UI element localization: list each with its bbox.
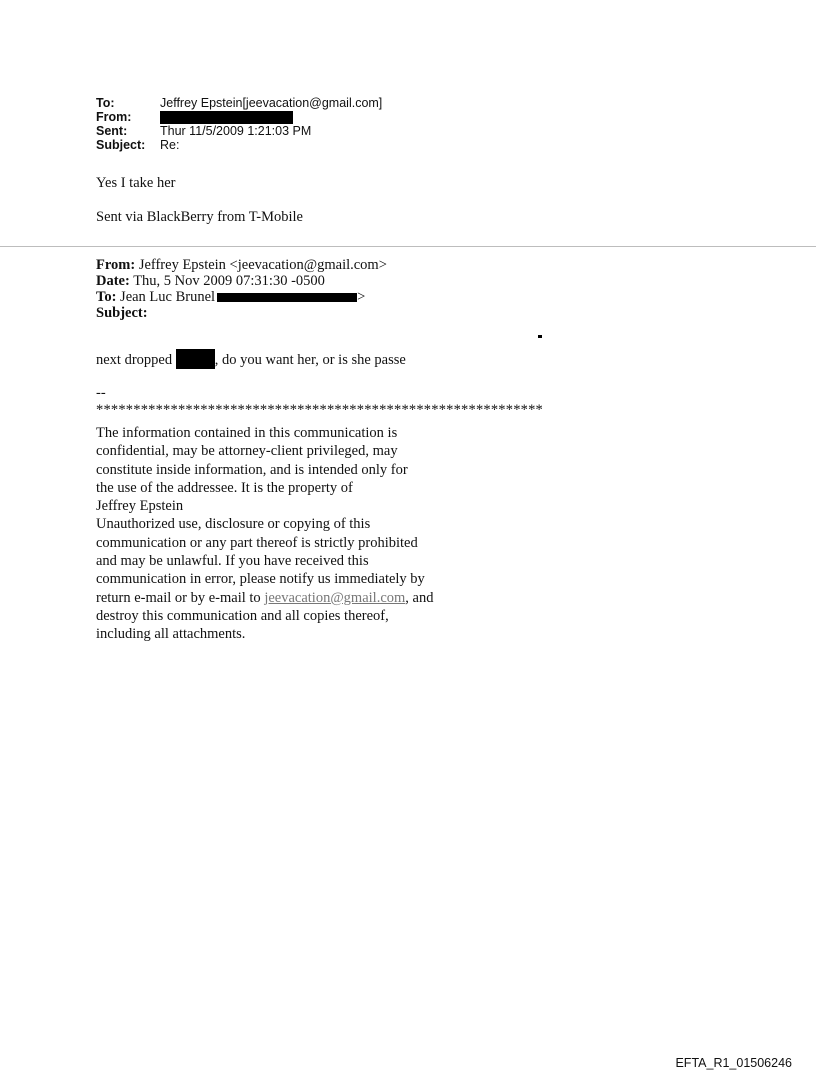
disclaimer-line: communication or any part thereof is strictly prohibited: [96, 534, 418, 551]
disclaimer-line: Unauthorized use, disclosure or copying of this: [96, 516, 371, 533]
header-from-row: [96, 110, 382, 124]
stray-mark: [538, 335, 542, 338]
asterisk-separator: ************************************************************: [96, 402, 543, 418]
disclaimer-line: Jeffrey Epstein: [96, 498, 184, 515]
from-label: From:: [96, 110, 132, 124]
disclaimer-text: return e-mail or by e-mail to: [96, 589, 265, 606]
redaction-bar: [160, 111, 293, 124]
disclaimer-text: , and: [405, 589, 434, 606]
original-date-value: Thu, 5 Nov 2009 07:31:30 -0500: [129, 273, 325, 289]
divider: [0, 246, 816, 247]
original-from-row: [96, 257, 387, 273]
original-to-value: Jean Luc Brunel: [116, 289, 216, 305]
original-date-label: Date:: [96, 273, 130, 289]
email-header: [96, 96, 382, 152]
disclaimer: [96, 424, 496, 644]
to-value: Jeffrey Epstein[jeevacation@gmail.com]: [160, 96, 383, 110]
disclaimer-line: and may be unlawful. If you have received this: [96, 553, 369, 570]
original-to-suffix: >: [357, 289, 366, 305]
original-body: [96, 349, 406, 369]
reply-body: Yes I take her: [96, 175, 176, 191]
original-to-label: To:: [96, 289, 117, 305]
reply-signature: Sent via BlackBerry from T-Mobile: [96, 209, 303, 225]
original-header: [96, 257, 387, 321]
original-body-before: next dropped: [96, 352, 176, 368]
disclaimer-line: including all attachments.: [96, 626, 246, 643]
disclaimer-line: the use of the addressee. It is the property of: [96, 479, 353, 496]
to-label: To:: [96, 96, 115, 110]
header-subject-row: [96, 138, 382, 152]
subject-label: Subject:: [96, 138, 146, 152]
original-subject-label: Subject:: [96, 305, 148, 321]
subject-value: Re:: [160, 138, 180, 152]
original-to-row: [96, 289, 387, 305]
disclaimer-line: confidential, may be attorney-client privileged, may: [96, 443, 398, 460]
original-from-value: Jeffrey Epstein <jeevacation@gmail.com>: [135, 257, 387, 273]
disclaimer-line: constitute inside information, and is intended only for: [96, 461, 408, 478]
original-body-after: , do you want her, or is she passe: [214, 352, 406, 368]
header-sent-row: [96, 124, 382, 138]
signature-dash: --: [96, 385, 106, 401]
redaction-bar: [217, 293, 357, 302]
sent-value: Thur 11/5/2009 1:21:03 PM: [160, 124, 312, 138]
redaction-bar: [176, 349, 215, 369]
email-link[interactable]: jeevacation@gmail.com: [264, 589, 406, 606]
disclaimer-line: The information contained in this communication is: [96, 425, 398, 441]
header-to-row: [96, 96, 382, 110]
original-date-row: [96, 273, 387, 289]
sent-label: Sent:: [96, 124, 128, 138]
bates-number: EFTA_R1_01506246: [675, 1056, 792, 1070]
original-from-label: From:: [96, 257, 136, 273]
disclaimer-line: destroy this communication and all copies thereof,: [96, 607, 389, 624]
original-subject-row: [96, 305, 387, 321]
disclaimer-line: [96, 589, 496, 607]
disclaimer-line: communication in error, please notify us immediately by: [96, 571, 425, 588]
